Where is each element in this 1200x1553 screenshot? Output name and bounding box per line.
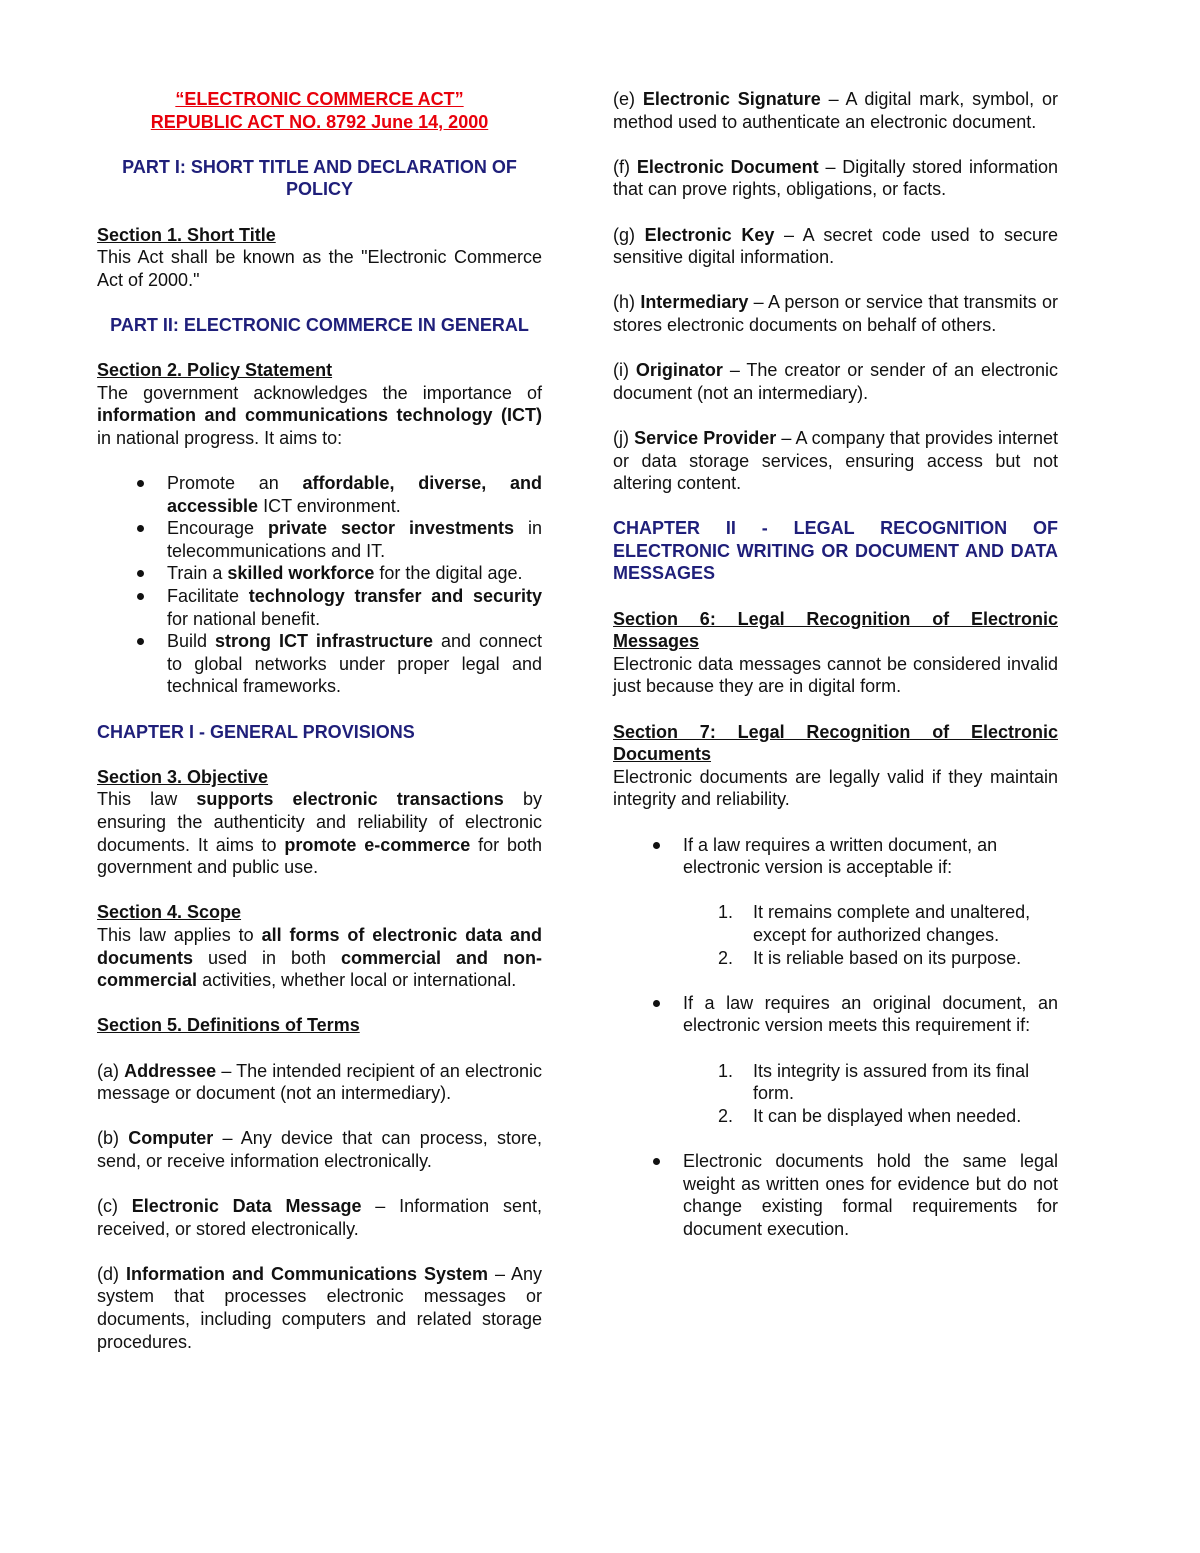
numbered-list [683, 901, 1058, 969]
definition-item [613, 359, 1058, 404]
numbered-item [683, 901, 1058, 946]
section1-text: This Act shall be known as the "Electronic Commerce Act of 2000." [97, 247, 542, 290]
section3-bold-part: promote e-commerce [284, 834, 471, 855]
section4-heading: Section 4. Scope [97, 902, 242, 923]
definition-term: Electronic Key [644, 224, 775, 245]
section3-text-part: by ensuring the authenticity and reliability of electronic documents. It aims to [97, 789, 543, 855]
definition-term: Originator [635, 360, 723, 381]
section4-bold-part: all forms of electronic data and documents [97, 924, 543, 968]
list-item-text: and connect to global networks under proper legal and technical frameworks. [167, 631, 542, 697]
policy-bullet-list [97, 472, 542, 698]
list-item-bold: affordable, diverse, and accessible [167, 473, 542, 516]
section7-bullet-list [613, 834, 1058, 1241]
definition-term: Electronic Document [636, 156, 819, 177]
section4-text-part: This law applies to [97, 924, 262, 945]
definition-item [613, 88, 1058, 133]
definition-text: – A secret code used to secure sensitive digital information. [613, 224, 1059, 268]
item-number: 1. [718, 1060, 734, 1081]
definition-text: – Digitally stored information that can prove rights, obligations, or facts. [613, 156, 1058, 200]
left-column [97, 88, 542, 1353]
section3-heading: Section 3. Objective [97, 766, 269, 787]
list-item [613, 1150, 1058, 1240]
definition-item [613, 156, 1058, 201]
definition-text: – Any device that can process, store, send, or receive information electronically. [97, 1128, 542, 1171]
definition-text: – Any system that processes electronic messages or documents, including computers and related storage procedures. [97, 1263, 542, 1352]
item-number: 2. [718, 1105, 734, 1126]
definition-text: – A company that provides internet or data storage services, ensuring access but not altering content. [613, 427, 1059, 494]
definition-term: Intermediary [640, 292, 749, 313]
section5-heading: Section 5. Definitions of Terms [97, 1015, 360, 1036]
section1-heading: Section 1. Short Title [97, 224, 276, 245]
numbered-item [683, 947, 1058, 970]
definition-term: Electronic Data Message [131, 1196, 362, 1217]
definition-letter: (b) [97, 1128, 129, 1149]
list-item-bold: skilled workforce [227, 563, 375, 584]
list-item-text: ICT environment. [258, 495, 401, 516]
part1-heading: PART I: SHORT TITLE AND DECLARATION OF POLICY [122, 156, 517, 200]
list-item [613, 992, 1058, 1150]
list-item-text: Electronic documents hold the same legal weight as written ones for evidence but do not change existing formal requirements for document execution. [683, 1150, 1058, 1239]
list-item-text: for the digital age. [374, 563, 523, 584]
section6-heading: Section 6: Legal Recognition of Electronic Messages [613, 608, 1058, 652]
item-text: Its integrity is assured from its final form. [753, 1060, 1030, 1104]
list-item-text: Facilitate [167, 586, 249, 607]
definition-letter: (d) [97, 1263, 126, 1284]
section3-text-part: for both government and public use. [97, 834, 542, 878]
definition-item [97, 1060, 542, 1105]
definition-term: Service Provider [634, 427, 777, 448]
section4-text [97, 924, 542, 992]
definition-term: Electronic Signature [642, 89, 821, 109]
list-item-bold: strong ICT infrastructure [215, 631, 433, 652]
definition-text: – The creator or sender of an electronic document (not an intermediary). [613, 360, 1059, 403]
list-item-text: Train a [167, 563, 228, 584]
definition-letter: (j) [613, 427, 635, 448]
definition-item [613, 291, 1058, 336]
list-item [97, 585, 542, 630]
section2-intro-text-end: in national progress. It aims to: [97, 427, 343, 448]
definition-term: Computer [128, 1128, 214, 1149]
section3-text-part: This law [97, 789, 197, 810]
item-text: It is reliable based on its purpose. [753, 947, 1022, 968]
definition-text: – Information sent, received, or stored electronically. [97, 1196, 542, 1239]
definition-item [613, 427, 1058, 495]
list-item-text: Promote an [167, 473, 303, 494]
definition-letter: (e) [613, 89, 643, 109]
definition-letter: (i) [613, 360, 636, 381]
document-title: “ELECTRONIC COMMERCE ACT” [175, 89, 464, 109]
definition-term: Information and Communications System [125, 1263, 488, 1284]
item-text: It remains complete and unaltered, except for authorized changes. [753, 902, 1031, 945]
definition-letter: (h) [613, 292, 641, 313]
item-number: 1. [718, 902, 734, 923]
definition-letter: (f) [613, 156, 637, 177]
section4-bold-part: commercial and non-commercial [97, 947, 542, 991]
section3-bold-part: supports electronic transactions [196, 789, 504, 810]
section2-intro [97, 382, 542, 450]
numbered-item [683, 1105, 1058, 1128]
document-subtitle: REPUBLIC ACT NO. 8792 June 14, 2000 [150, 111, 489, 132]
list-item-text: for national benefit. [167, 608, 321, 629]
section2-heading: Section 2. Policy Statement [97, 360, 333, 381]
list-item [97, 517, 542, 562]
definition-text: – A digital mark, symbol, or method used to authenticate an electronic document. [613, 89, 1058, 132]
section3-text [97, 788, 542, 878]
chapter2-heading: CHAPTER II - LEGAL RECOGNITION OF ELECTRONIC WRITING OR DOCUMENT AND DATA MESSAGES [613, 518, 1058, 584]
list-item-text: If a law requires an original document, an electronic version meets this requirement if: [683, 992, 1058, 1036]
definition-item [97, 1263, 542, 1353]
definition-item [97, 1127, 542, 1172]
definition-letter: (a) [97, 1060, 125, 1081]
definition-letter: (g) [613, 224, 645, 245]
definition-letter: (c) [97, 1196, 132, 1217]
chapter1-heading: CHAPTER I - GENERAL PROVISIONS [97, 721, 415, 742]
section7-text: Electronic documents are legally valid if they maintain integrity and reliability. [613, 766, 1058, 810]
list-item [97, 630, 542, 698]
section4-text-part: activities, whether local or international. [197, 970, 517, 991]
list-item-text: Build [167, 631, 215, 652]
list-item-text: If a law requires a written document, an electronic version is acceptable if: [683, 834, 998, 878]
definition-text: – A person or service that transmits or stores electronic documents on behalf of others. [613, 292, 1058, 335]
section4-text-part: used in both [193, 947, 341, 968]
section2-intro-text: The government acknowledges the importance of [97, 382, 542, 403]
numbered-list [683, 1060, 1058, 1128]
list-item [613, 834, 1058, 992]
list-item [97, 562, 542, 585]
part2-heading: PART II: ELECTRONIC COMMERCE IN GENERAL [110, 314, 529, 335]
item-number: 2. [718, 947, 734, 968]
list-item-bold: private sector investments [268, 518, 515, 539]
definition-item [613, 224, 1058, 269]
definition-item [97, 1195, 542, 1240]
numbered-item [683, 1060, 1058, 1105]
definition-term: Addressee [124, 1060, 217, 1081]
definition-text: – The intended recipient of an electronic message or document (not an intermediary). [97, 1060, 542, 1104]
list-item-bold: technology transfer and security [248, 586, 542, 607]
item-text: It can be displayed when needed. [753, 1105, 1022, 1126]
section7-heading: Section 7: Legal Recognition of Electronic Documents [613, 721, 1058, 765]
right-column [613, 88, 1058, 1240]
list-item [97, 472, 542, 517]
list-item-text: in telecommunications and IT. [167, 518, 542, 561]
section6-text: Electronic data messages cannot be considered invalid just because they are in digital form. [613, 653, 1058, 697]
list-item-text: Encourage [167, 518, 269, 539]
section2-intro-bold: information and communications technology (ICT) [97, 405, 542, 426]
